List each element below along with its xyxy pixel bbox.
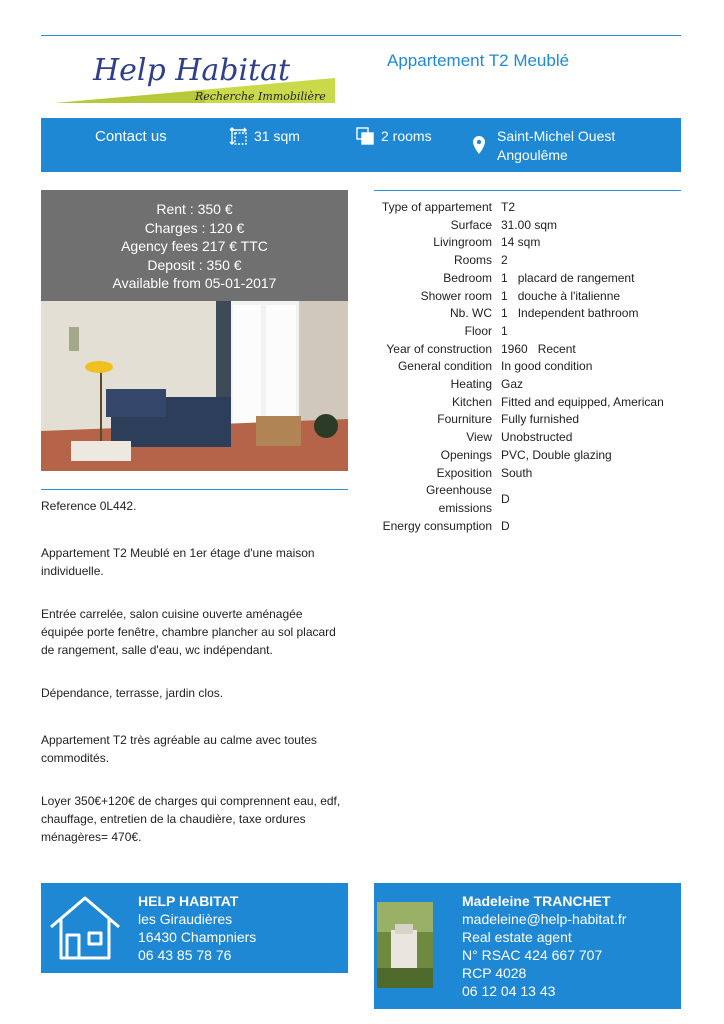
rooms-squares-icon — [356, 127, 374, 150]
description-paragraph: Dépendance, terrasse, jardin clos. — [41, 686, 224, 700]
description-paragraph: Loyer 350€+120€ de charges qui comprennent eau, edf, chauffage, entretien de la chaudière, taxe ordures ménagères= 470€. — [41, 794, 341, 844]
spec-value-cell — [501, 199, 664, 217]
spec-value: 1960 — [501, 341, 528, 356]
spec-row — [374, 411, 664, 429]
spec-row — [374, 288, 664, 306]
spec-value-cell — [501, 429, 664, 447]
spec-row — [374, 341, 664, 359]
spec-label: Livingroom — [433, 235, 492, 250]
spec-value-cell — [501, 518, 664, 536]
page-title: Appartement T2 Meublé — [387, 51, 570, 70]
spec-value: 2 — [501, 253, 508, 268]
spec-label: View — [466, 430, 492, 445]
spec-value: South — [501, 465, 533, 480]
spec-label: Openings — [440, 447, 492, 462]
spec-row — [374, 394, 664, 412]
svg-text:Recherche Immobilière: Recherche Immobilière — [195, 90, 326, 103]
spec-row — [374, 358, 664, 376]
agency-info — [138, 892, 256, 964]
availability: Available from 05-01-2017 — [112, 275, 277, 291]
agency-card — [41, 883, 348, 973]
agent-info — [462, 892, 626, 1000]
spec-row — [374, 376, 664, 394]
spec-label: Floor — [464, 323, 492, 338]
spec-value: D — [501, 492, 510, 507]
charges: Charges : 120 € — [144, 219, 245, 236]
reference: Reference 0L442. — [41, 499, 137, 513]
agent-card — [374, 883, 681, 1009]
price-box — [41, 190, 348, 301]
spec-value-cell — [501, 465, 664, 483]
location — [497, 127, 615, 165]
spec-label: Surface — [450, 217, 492, 232]
spec-label: Shower room — [420, 288, 492, 303]
spec-value-cell — [501, 323, 664, 341]
spec-row — [374, 199, 664, 217]
spec-row — [374, 447, 664, 465]
agent-rcp: RCP 4028 — [462, 965, 527, 981]
spec-value: In good condition — [501, 359, 593, 374]
contact-us-link[interactable]: Contact us — [95, 128, 167, 145]
spec-label: Year of construction — [386, 341, 492, 356]
spec-value: 1 — [501, 306, 508, 321]
agency-name: HELP HABITAT — [138, 893, 239, 909]
spec-label: Rooms — [453, 253, 492, 268]
spec-label: Kitchen — [451, 394, 492, 409]
spec-value: Fully furnished — [501, 412, 580, 427]
spec-value: Unobstructed — [501, 430, 573, 445]
spec-row — [374, 270, 664, 288]
rent: Rent : 350 € — [156, 201, 233, 217]
house-icon — [49, 895, 121, 966]
spec-value: 14 sqm — [501, 235, 541, 250]
spec-value: 1 — [501, 288, 508, 303]
spec-row — [374, 234, 664, 252]
agent-email[interactable]: madeleine@help-habitat.fr — [462, 911, 627, 927]
spec-row — [374, 518, 664, 536]
spec-label: Exposition — [436, 465, 492, 480]
spec-label: Fourniture — [437, 412, 492, 427]
agent-role: Real estate agent — [462, 929, 572, 945]
spec-value: D — [501, 518, 510, 533]
spec-value-cell — [501, 305, 664, 323]
spec-value-cell — [501, 341, 664, 359]
spec-value: Fitted and equipped, American — [501, 394, 664, 409]
spec-value-cell — [501, 358, 664, 376]
spec-value-cell — [501, 447, 664, 465]
rooms-value: 2 rooms — [381, 128, 432, 144]
resize-arrows-icon — [229, 127, 247, 150]
spec-row — [374, 252, 664, 270]
agency-address: les Giraudières — [138, 911, 233, 927]
spec-extra: placard de rangement — [517, 270, 635, 285]
spec-extra: douche à l'italienne — [517, 288, 621, 303]
spec-row — [374, 305, 664, 323]
deposit: Deposit : 350 € — [147, 256, 242, 273]
spec-value: 31.00 sqm — [501, 217, 558, 232]
specs-rule — [374, 190, 681, 191]
spec-label: Greenhouse emissions — [425, 483, 492, 515]
spec-label: Type of appartement — [381, 200, 492, 214]
spec-row — [374, 465, 664, 483]
spec-value-cell — [501, 394, 664, 412]
spec-row — [374, 429, 664, 447]
location-city: Angoulême — [497, 147, 568, 163]
surface-value: 31 sqm — [254, 128, 300, 144]
spec-label: Heating — [450, 377, 492, 392]
spec-value-cell — [501, 217, 664, 235]
spec-row — [374, 323, 664, 341]
specs-table — [374, 199, 684, 535]
spec-value-cell — [501, 411, 664, 429]
spec-value: Gaz — [501, 377, 524, 392]
agency-phone[interactable]: 06 43 85 78 76 — [138, 947, 232, 963]
spec-label: General condition — [397, 359, 492, 374]
map-pin-icon — [473, 136, 485, 159]
property-photo[interactable] — [41, 301, 348, 471]
desc-rule — [41, 489, 348, 490]
spec-value: PVC, Double glazing — [501, 447, 612, 462]
help-habitat-logo[interactable] — [55, 48, 345, 108]
spec-value: 1 — [501, 323, 508, 338]
spec-label: Bedroom — [443, 270, 492, 285]
info-bar — [41, 118, 681, 172]
agent-phone[interactable]: 06 12 04 13 43 — [462, 983, 556, 999]
spec-row — [374, 217, 664, 235]
spec-row — [374, 482, 664, 517]
top-rule — [41, 35, 681, 36]
description-paragraph: Appartement T2 Meublé en 1er étage d'une maison individuelle. — [41, 546, 315, 578]
spec-label: Nb. WC — [450, 306, 492, 321]
agent-name: Madeleine TRANCHET — [462, 893, 611, 909]
agent-photo — [377, 902, 433, 988]
spec-value: 1 — [501, 270, 508, 285]
spec-value: T2 — [501, 200, 516, 214]
spec-extra: Independent bathroom — [517, 306, 639, 321]
agency-postcode: 16430 Champniers — [138, 929, 257, 945]
description-paragraph: Appartement T2 très agréable au calme avec toutes commodités. — [41, 733, 317, 765]
spec-value-cell — [501, 482, 664, 517]
spec-value-cell — [501, 288, 664, 306]
agent-rsac: N° RSAC 424 667 707 — [462, 947, 603, 963]
location-district: Saint-Michel Ouest — [497, 128, 616, 144]
spec-value-cell — [501, 234, 664, 252]
spec-value-cell — [501, 270, 664, 288]
agency-fees: Agency fees 217 € TTC — [121, 238, 268, 254]
spec-value-cell — [501, 252, 664, 270]
spec-value-cell — [501, 376, 664, 394]
svg-text:Help Habitat: Help Habitat — [93, 53, 291, 88]
spec-label: Energy consumption — [382, 518, 492, 533]
spec-extra: Recent — [537, 341, 576, 356]
description-paragraph: Entrée carrelée, salon cuisine ouverte aménagée équipée porte fenêtre, chambre plancher au sol placard de rangement, salle d'eau, wc indépendant. — [41, 607, 336, 657]
